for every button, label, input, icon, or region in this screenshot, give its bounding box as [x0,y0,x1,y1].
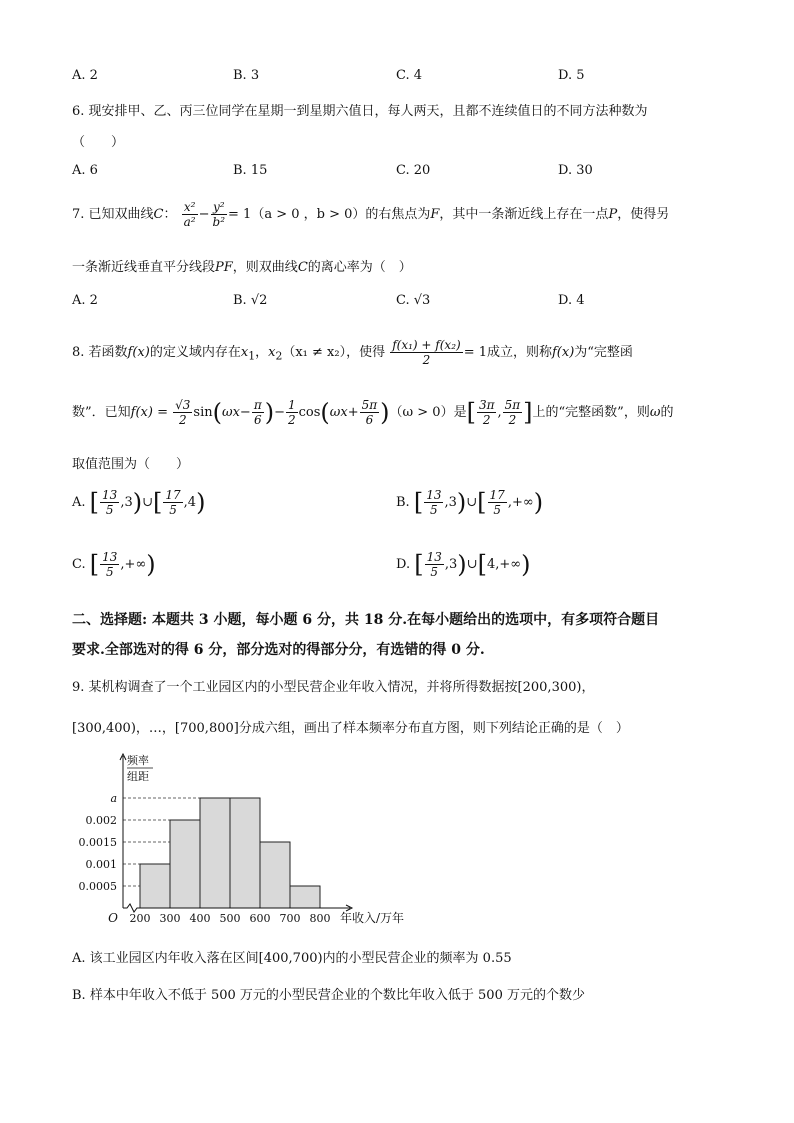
y-tick-label-4: a [110,792,117,805]
q8-option-d-label: D. [396,557,411,572]
q7-line2-c: 的离心率为（ ） [307,260,412,275]
histogram-bar-5 [290,886,320,908]
q8-3pi-2: $\frac{3\pi}{2}$ [478,398,495,427]
q7-frac-y: $\frac{\text{y²}}{\text{b²}}$ [212,200,226,229]
q7-line2-b: ，则双曲线 [232,260,298,275]
q7-line2 [72,256,412,275]
q7-curve-name-2: C [297,260,308,275]
q9-line1 [72,676,594,695]
q8-fx: f(x) [127,345,150,360]
histogram-bar-1 [170,820,200,908]
q8-x2: x [268,345,276,360]
q8-pi-6: $\frac{\pi}{6}$ [253,398,262,427]
y-axis-label-top: 频率 [127,754,149,767]
q8-fx-2: f(x) [551,345,575,360]
origin-label: O [108,911,118,925]
x-tick-label-6: 800 [309,912,331,925]
q9-line1-tail: ， [581,680,595,695]
q7-line1: 7. 已知双曲线C： $\frac{\text{x²}}{\text{a²}}$ − $\frac{\text{y²}}{\text{b²}}$ = 1（a > 0 ，b > 0）的右焦点为F，其中一条渐近线上存在一点P，使得另 [72,200,670,229]
q8-x1: x [240,345,249,360]
q5-option-b: B. 3 [233,68,260,83]
q9-option-b: B. 样本中年收入不低于 500 万元的小型民营企业的个数比年收入低于 500 万元的个数少 [72,988,585,1003]
q8-5pi-2: $\frac{5\pi}{2}$ [504,398,521,427]
q8-l1a: 8. 若函数 [72,345,128,360]
q8-l2d: 的 [660,405,674,420]
q9-interval-last: [700,800] [174,721,239,736]
x-tick-label-1: 300 [159,912,181,925]
q8-option-b-label: B. [396,495,410,510]
q7-option-b: B. √2 [233,293,268,308]
q5-option-a: A. 2 [72,68,98,83]
q6-option-b: B. 15 [233,163,268,178]
q8-eq1: = 1成立，则称 [463,345,552,360]
q8-5pi-6: $\frac{5\pi}{6}$ [361,398,378,427]
y-axis-label-bottom: 组距 [127,770,149,783]
q7-colon: ： [163,207,177,222]
x-tick-label-3: 500 [219,912,241,925]
q8-option-c-label: C. [72,557,86,572]
q6-option-c: C. 20 [396,163,431,178]
q7-focus: F [430,207,440,222]
q5-option-c: C. 4 [396,68,423,83]
q9-line1-text: 9. 某机构调查了一个工业园区内的小型民营企业年收入情况，并将所得数据按 [72,680,518,695]
q8-l2a: 数”．已知 [72,405,131,420]
q7-option-c: C. √3 [396,293,431,308]
q7-segment: PF [215,260,233,275]
q6-option-a: A. 6 [72,163,98,178]
q8-option-a-label: A. [72,495,86,510]
x-axis-label: 年收入/万年 [340,911,405,925]
y-tick-label-1: 0.001 [85,858,117,871]
q8-line2: 数”．已知f(x) = $\frac{√3}{2}$ sin(ωx− $\frac{\pi}{6}$ )− $\frac{1}{2}$ cos(ωx+ $\frac{5\pi}{6}$ )（ω > 0）是[ $\frac{3\pi}{2}$ , $\frac{5\pi}{2}$ ]上的“完整函数”，则ω的 [72,398,674,427]
q7-condition: （a > 0 ，b > 0）的右焦点为 [251,207,431,222]
histogram-bar-0 [140,864,170,908]
q9-option-a: A. 该工业园区内年收入落在区间[400,700)内的小型民营企业的频率为 0.55 [72,951,512,966]
q8-l1b: 的定义域内存在 [149,345,241,360]
q8-line1: 8. 若函数f(x)的定义域内存在$x_1$，$x_2(x_1 \ne x_2)$，使得 $\frac{\text{f(x₁) + f(x₂)}}{2}$ = 1成立，则称f(x)为“完整函 [72,338,633,367]
q8-option-d: D. [ $\frac{13}{5}$ ,3)∪[4,+∞) [396,550,531,579]
y-tick-label-2: 0.0015 [78,836,117,849]
q8-l1d: （x₁ ≠ x₂），使得 [282,345,386,360]
q8-omega: ω [649,405,661,420]
q6-stem: 6. 现安排甲、乙、丙三位同学在星期一到星期六值日，每人两天，且都不连续值日的不同方法种数为 [72,104,648,119]
q8-l1e: 为“完整函 [574,345,633,360]
x-tick-label-2: 400 [189,912,211,925]
q9-line2 [72,717,629,736]
q8-l1c: ， [255,345,269,360]
q8-mean-fraction: $\frac{\text{f(x₁) + f(x₂)}}{2}$ [392,338,461,367]
q8-coef-sqrt3: $\frac{√3}{2}$ [175,398,191,427]
histogram-bar-3 [230,798,260,908]
histogram-bar-2 [200,798,230,908]
q9-ellipsis: ，…， [135,721,175,736]
q7-option-a: A. 2 [72,293,98,308]
q5-option-d: D. 5 [558,68,585,83]
q7-mid: ，其中一条渐近线上存在一点 [439,207,609,222]
q7-point: P [608,207,618,222]
q7-prefix: 7. 已知双曲线 [72,207,154,222]
q9-line2-text: 分成六组，画出了样本频率分布直方图，则下列结论正确的是（ ） [238,721,629,736]
q7-frac-x: $\frac{\text{x²}}{\text{a²}}$ [183,200,196,229]
q7-curve-name: C [153,207,164,222]
q8-l2c: 上的“完整函数”，则 [532,405,650,420]
q8-option-a: A. [ $\frac{13}{5}$ ,3)∪[ $\frac{17}{5}$ ,4) [72,488,206,517]
q8-half: $\frac{1}{2}$ [288,398,296,427]
q7-line2-a: 一条渐近线垂直平分线段 [72,260,216,275]
q8-line3: 取值范围为（ ） [72,457,190,472]
q7-option-d: D. 4 [558,293,585,308]
q6-answer-paren: （ ） [72,135,125,150]
q9-interval2: [300,400) [72,721,136,736]
q8-l2b: （ω > 0）是 [389,405,467,420]
q7-tail: ，使得另 [617,207,670,222]
frequency-histogram [68,748,428,928]
y-tick-label-3: 0.002 [85,814,117,827]
q8-option-c: C. [ $\frac{13}{5}$ ,+∞) [72,550,156,579]
x-tick-label-0: 200 [129,912,151,925]
y-tick-label-0: 0.0005 [78,880,117,893]
q6-option-d: D. 30 [558,163,593,178]
q9-interval1: [200,300) [517,680,582,695]
section2-line2: 要求.全部选对的得 6 分，部分选对的得部分分，有选错的得 0 分. [72,642,485,658]
section2-line1: 二、选择题: 本题共 3 小题，每小题 6 分，共 18 分.在每小题给出的选项中，有多项符合题目 [72,612,660,628]
q8-option-b: B. [ $\frac{13}{5}$ ,3)∪[ $\frac{17}{5}$ ,+∞) [396,488,544,517]
histogram-bar-4 [260,842,290,908]
x-tick-label-4: 600 [249,912,271,925]
x-tick-label-5: 700 [279,912,301,925]
